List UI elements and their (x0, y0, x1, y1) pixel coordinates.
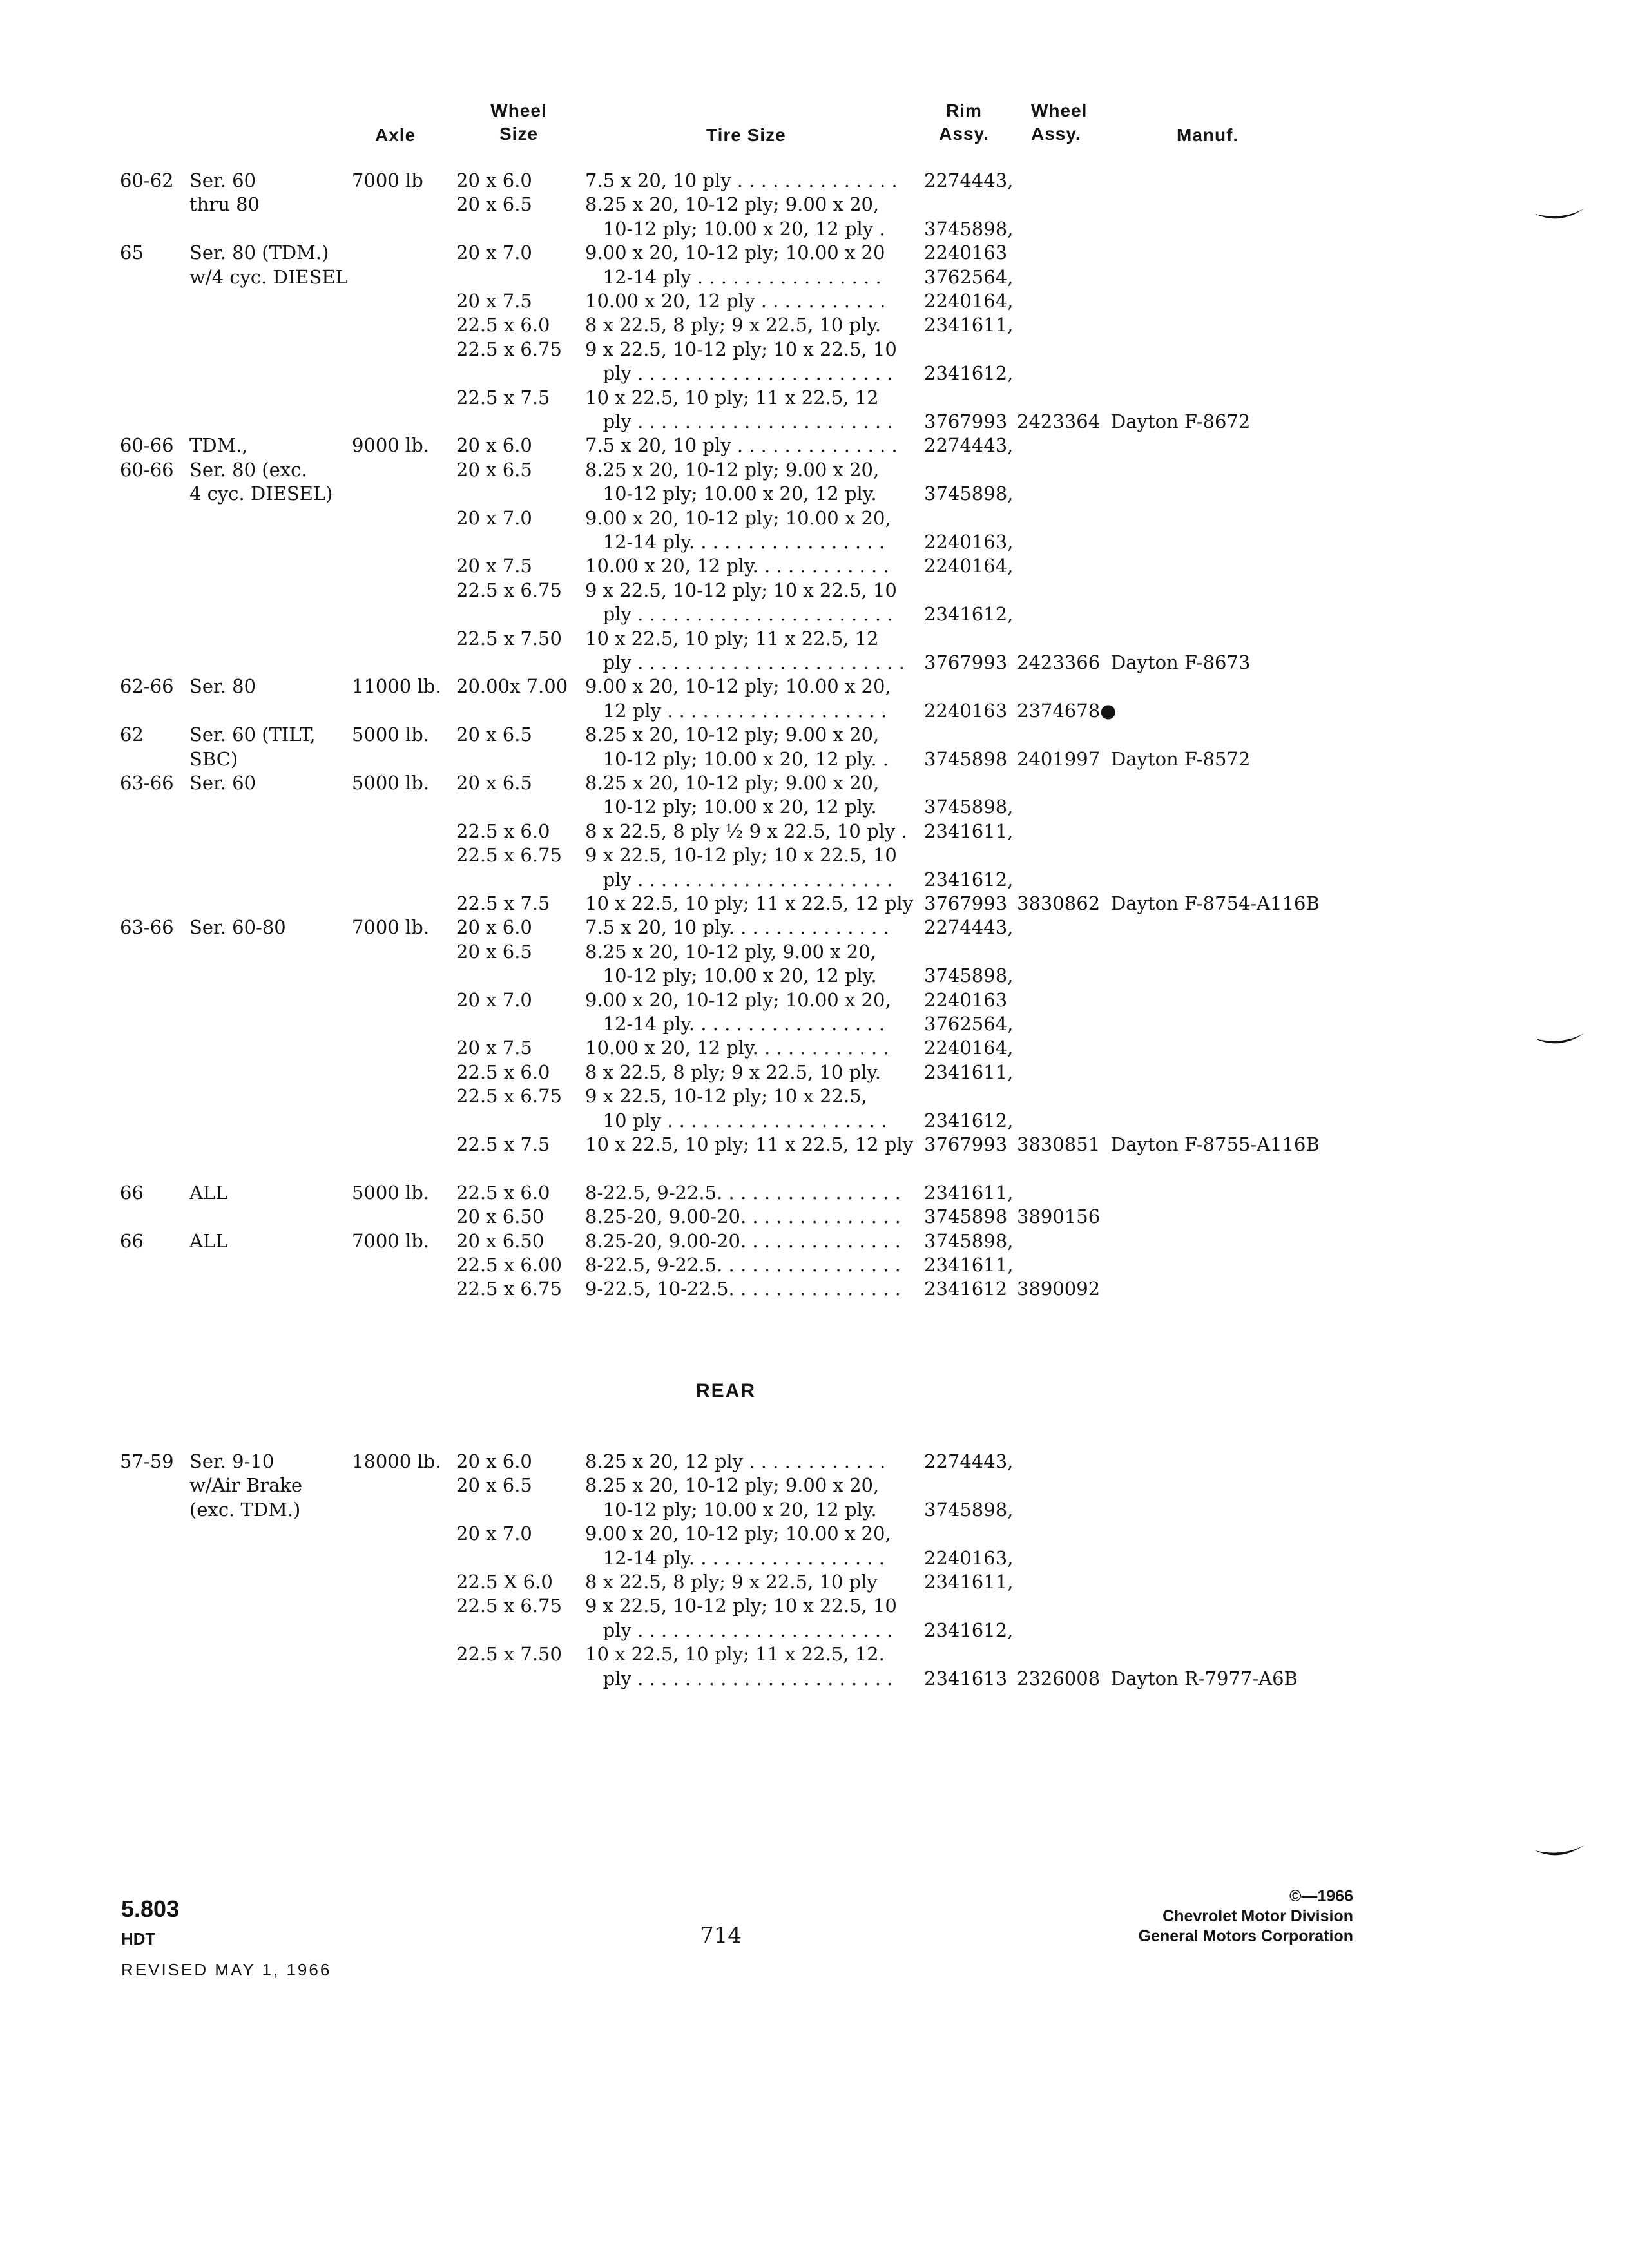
front-rim-assy-cell: 2274443, (924, 434, 1014, 457)
front-wheel-size-cell: 20 x 6.5 (456, 940, 532, 963)
front-tire-size-cell: 8.25 x 20, 10-12 ply; 9.00 x 20, (585, 724, 880, 746)
front-model-cell: Ser. 60 (189, 169, 256, 191)
rear-tire-size-cell: 8 x 22.5, 8 ply; 9 x 22.5, 10 ply (585, 1571, 878, 1593)
front-tire-size-cell: 9 x 22.5, 10-12 ply; 10 x 22.5, 10 (585, 844, 897, 867)
front-wheel-size-cell: 20 x 6.0 (456, 434, 532, 457)
front-rim-assy-cell: 3745898, (924, 796, 1014, 818)
front-wheel-size-cell: 20 x 6.5 (456, 772, 532, 794)
rear-wheel-size-cell: 22.5 X 6.0 (456, 1571, 553, 1593)
rear-tire-size-cell: 10 x 22.5, 10 ply; 11 x 22.5, 12. (585, 1643, 885, 1666)
front-wheel-size-cell: 20 x 7.0 (456, 506, 532, 529)
front-tire-size-cell: 10 x 22.5, 10 ply; 11 x 22.5, 12 ply (585, 892, 914, 914)
revised-date: REVISED MAY 1, 1966 (121, 1960, 332, 1979)
front-model-cell: w/4 cyc. DIESEL (189, 265, 348, 288)
front-rim-assy-cell: 3745898, (924, 217, 1014, 240)
front-wheel-size-cell: 20.00x 7.00 (456, 675, 568, 698)
front-rim-assy-cell: 3767993 (924, 892, 1008, 914)
front-wheel-size-cell: 22.5 x 6.0 (456, 1181, 550, 1204)
front-wheel-size-cell: 20 x 6.50 (456, 1229, 545, 1252)
front-wheel-size-cell: 22.5 x 6.75 (456, 844, 562, 867)
front-model-cell: Ser. 60-80 (189, 916, 286, 939)
front-year-cell: 66 (120, 1181, 144, 1204)
front-tire-size-cell: 9.00 x 20, 10-12 ply; 10.00 x 20, (585, 506, 891, 529)
front-tire-size-cell: 10.00 x 20, 12 ply. . . . . . . . . . . . (585, 555, 889, 577)
binder-mark-1-icon (1534, 206, 1585, 226)
front-wheel-size-cell: 22.5 x 7.5 (456, 386, 550, 408)
rear-wheel-size-cell: 22.5 x 7.50 (456, 1643, 562, 1666)
front-year-cell: 65 (120, 242, 144, 264)
front-rim-assy-cell: 3767993 (924, 410, 1008, 432)
rear-wheel-size-cell: 22.5 x 6.75 (456, 1595, 562, 1617)
front-model-cell: ALL (189, 1229, 228, 1252)
front-tire-size-cell: 9-22.5, 10-22.5. . . . . . . . . . . . . . . (585, 1278, 901, 1300)
rear-section-title: REAR (696, 1380, 757, 1401)
front-model-cell: Ser. 60 (TILT, (189, 724, 316, 746)
front-rim-assy-cell: 2240163, (924, 531, 1014, 553)
front-rim-assy-cell: 3767993 (924, 651, 1008, 673)
front-wheel-assy-cell: 2401997 (1017, 747, 1101, 770)
front-tire-size-cell: 12-14 ply . . . . . . . . . . . . . . . . (585, 265, 882, 288)
division-name: Chevrolet Motor Division (1162, 1907, 1353, 1925)
front-wheel-assy-cell: 3890092 (1017, 1278, 1101, 1300)
rear-wheel-size-cell: 20 x 6.5 (456, 1474, 532, 1497)
front-rim-assy-cell: 3745898, (924, 965, 1014, 987)
front-wheel-size-cell: 22.5 x 6.75 (456, 1085, 562, 1108)
front-rim-assy-cell: 2274443, (924, 169, 1014, 191)
rear-rim-assy-cell: 3745898, (924, 1498, 1014, 1521)
front-tire-size-cell: 8.25 x 20, 10-12 ply; 9.00 x 20, (585, 458, 880, 481)
front-wheel-assy-cell: 2423366 (1017, 651, 1101, 673)
front-wheel-size-cell: 22.5 x 6.75 (456, 338, 562, 360)
front-rim-assy-cell: 2341612, (924, 603, 1014, 626)
rear-tire-size-cell: 9.00 x 20, 10-12 ply; 10.00 x 20, (585, 1523, 891, 1545)
header-wheel-size-line1: Wheel (490, 101, 547, 120)
front-tire-size-cell: ply . . . . . . . . . . . . . . . . . . . . . . (585, 362, 893, 385)
front-tire-size-cell: 8 x 22.5, 8 ply; 9 x 22.5, 10 ply. (585, 1061, 882, 1083)
front-wheel-size-cell: 22.5 x 6.00 (456, 1254, 562, 1276)
rear-wheel-assy-cell: 2326008 (1017, 1667, 1101, 1689)
front-wheel-size-cell: 20 x 6.50 (456, 1206, 545, 1228)
header-wheel-assy-line2: Assy. (1031, 124, 1081, 144)
rear-model-cell: w/Air Brake (189, 1474, 303, 1497)
front-model-cell: Ser. 60 (189, 772, 256, 794)
front-wheel-size-cell: 20 x 7.0 (456, 988, 532, 1011)
front-wheel-size-cell: 20 x 6.5 (456, 458, 532, 481)
front-rim-assy-cell: 2240163 (924, 988, 1008, 1011)
front-tire-size-cell: 10-12 ply; 10.00 x 20, 12 ply . (585, 217, 885, 240)
header-wheel-size (470, 99, 567, 146)
front-tire-size-cell: 8.25 x 20, 10-12 ply; 9.00 x 20, (585, 772, 880, 794)
front-model-cell: Ser. 80 (exc. (189, 458, 307, 481)
front-rim-assy-cell: 2341612, (924, 362, 1014, 385)
front-rim-assy-cell: 2341612 (924, 1278, 1008, 1300)
rear-model-cell: Ser. 9-10 (189, 1450, 275, 1472)
copyright-year: ©—1966 (1289, 1887, 1353, 1905)
rear-tire-size-cell: 9 x 22.5, 10-12 ply; 10 x 22.5, 10 (585, 1595, 897, 1617)
rear-rim-assy-cell: 2274443, (924, 1450, 1014, 1472)
front-wheel-size-cell: 20 x 6.0 (456, 916, 532, 939)
rear-wheel-size-cell: 20 x 6.0 (456, 1450, 532, 1472)
front-tire-size-cell: ply . . . . . . . . . . . . . . . . . . . . . . . (585, 651, 905, 673)
front-model-cell: Ser. 80 (TDM.) (189, 242, 329, 264)
front-tire-size-cell: ply . . . . . . . . . . . . . . . . . . . . . . (585, 603, 893, 626)
front-tire-size-cell: 10-12 ply; 10.00 x 20, 12 ply. (585, 483, 877, 505)
front-tire-size-cell: 12 ply . . . . . . . . . . . . . . . . . . . (585, 699, 887, 722)
front-rim-assy-cell: 3745898 (924, 1206, 1008, 1228)
front-rim-assy-cell: 2240164, (924, 1037, 1014, 1059)
front-wheel-size-cell: 20 x 6.0 (456, 169, 532, 191)
front-manuf-cell: Dayton F-8572 (1111, 747, 1251, 770)
front-rim-assy-cell: 2341611, (924, 1181, 1014, 1204)
front-wheel-assy-cell: 2374678● (1017, 699, 1117, 722)
front-model-cell: Ser. 80 (189, 675, 256, 698)
front-wheel-size-cell: 22.5 x 6.75 (456, 579, 562, 601)
front-wheel-size-cell: 22.5 x 6.0 (456, 314, 550, 336)
corporation-name: General Motors Corporation (1138, 1927, 1353, 1945)
rear-tire-size-cell: 12-14 ply. . . . . . . . . . . . . . . . . (585, 1546, 885, 1569)
front-rim-assy-cell: 2240163 (924, 242, 1008, 264)
front-wheel-size-cell: 20 x 7.5 (456, 1037, 532, 1059)
front-axle-cell: 5000 lb. (352, 724, 430, 746)
front-rim-assy-cell: 2341611, (924, 1254, 1014, 1276)
front-tire-size-cell: 12-14 ply. . . . . . . . . . . . . . . . . (585, 1013, 885, 1035)
header-manuf: Manuf. (1177, 125, 1239, 145)
front-tire-size-cell: 10.00 x 20, 12 ply. . . . . . . . . . . . (585, 1037, 889, 1059)
front-year-cell: 62 (120, 724, 144, 746)
front-rim-assy-cell: 2341612, (924, 1109, 1014, 1131)
front-tire-size-cell: 8.25-20, 9.00-20. . . . . . . . . . . . . . (585, 1206, 901, 1228)
front-model-cell: SBC) (189, 747, 238, 770)
front-rim-assy-cell: 2240164, (924, 290, 1014, 312)
front-tire-size-cell: 9 x 22.5, 10-12 ply; 10 x 22.5, 10 (585, 338, 897, 360)
front-model-cell: 4 cyc. DIESEL) (189, 483, 333, 505)
section-number: 5.803 (121, 1896, 180, 1922)
header-wheel-size-line2: Size (499, 124, 539, 144)
front-wheel-size-cell: 22.5 x 7.5 (456, 892, 550, 914)
front-tire-size-cell: 10.00 x 20, 12 ply . . . . . . . . . . . (585, 290, 886, 312)
rear-tire-size-cell: ply . . . . . . . . . . . . . . . . . . . . . . (585, 1619, 893, 1641)
front-axle-cell: 7000 lb (352, 169, 423, 191)
rear-year-cell: 57-59 (120, 1450, 174, 1472)
front-rim-assy-cell: 2341612, (924, 868, 1014, 890)
front-tire-size-cell: 9 x 22.5, 10-12 ply; 10 x 22.5, 10 (585, 579, 897, 601)
front-axle-cell: 5000 lb. (352, 1181, 430, 1204)
front-tire-size-cell: 12-14 ply. . . . . . . . . . . . . . . . . (585, 531, 885, 553)
front-tire-size-cell: 8.25-20, 9.00-20. . . . . . . . . . . . . . (585, 1229, 901, 1252)
front-year-cell: 60-62 (120, 169, 174, 191)
front-tire-size-cell: 8.25 x 20, 10-12 ply; 9.00 x 20, (585, 193, 880, 216)
front-rim-assy-cell: 3767993 (924, 1133, 1008, 1155)
front-tire-size-cell: 8.25 x 20, 10-12 ply, 9.00 x 20, (585, 940, 876, 963)
front-rim-assy-cell: 3745898 (924, 747, 1008, 770)
front-tire-size-cell: 8 x 22.5, 8 ply ½ 9 x 22.5, 10 ply . (585, 820, 907, 842)
front-tire-size-cell: 10 x 22.5, 10 ply; 11 x 22.5, 12 (585, 627, 879, 649)
front-tire-size-cell: 7.5 x 20, 10 ply . . . . . . . . . . . . . . (585, 169, 898, 191)
front-wheel-size-cell: 20 x 6.5 (456, 724, 532, 746)
header-tire-size: Tire Size (706, 125, 786, 145)
front-manuf-cell: Dayton F-8755-A116B (1111, 1133, 1320, 1155)
rear-model-cell: (exc. TDM.) (189, 1498, 301, 1521)
rear-rim-assy-cell: 2341611, (924, 1571, 1014, 1593)
front-tire-size-cell: 8-22.5, 9-22.5. . . . . . . . . . . . . . . . (585, 1254, 901, 1276)
front-tire-size-cell: 7.5 x 20, 10 ply . . . . . . . . . . . . . . (585, 434, 898, 457)
header-rim-assy-line2: Assy. (939, 124, 989, 144)
front-rim-assy-cell: 2274443, (924, 916, 1014, 939)
rear-tire-size-cell: 8.25 x 20, 10-12 ply; 9.00 x 20, (585, 1474, 880, 1497)
front-rim-assy-cell: 2240163 (924, 699, 1008, 722)
front-axle-cell: 7000 lb. (352, 916, 430, 939)
front-model-cell: thru 80 (189, 193, 260, 216)
front-tire-size-cell: 10 x 22.5, 10 ply; 11 x 22.5, 12 ply (585, 1133, 914, 1155)
front-year-cell: 60-66 (120, 434, 174, 457)
front-tire-size-cell: 9 x 22.5, 10-12 ply; 10 x 22.5, (585, 1085, 867, 1108)
front-wheel-size-cell: 22.5 x 7.5 (456, 1133, 550, 1155)
binder-mark-2-icon (1534, 1031, 1585, 1050)
front-axle-cell: 9000 lb. (352, 434, 430, 457)
front-manuf-cell: Dayton F-8754-A116B (1111, 892, 1320, 914)
front-tire-size-cell: 9.00 x 20, 10-12 ply; 10.00 x 20 (585, 242, 885, 264)
front-tire-size-cell: ply . . . . . . . . . . . . . . . . . . . . . . (585, 868, 893, 890)
front-tire-size-cell: 8-22.5, 9-22.5. . . . . . . . . . . . . . . . (585, 1181, 901, 1204)
header-axle: Axle (375, 125, 416, 145)
front-wheel-size-cell: 20 x 7.5 (456, 290, 532, 312)
front-wheel-size-cell: 22.5 x 6.75 (456, 1278, 562, 1300)
rear-wheel-size-cell: 20 x 7.0 (456, 1523, 532, 1545)
front-tire-size-cell: 10-12 ply; 10.00 x 20, 12 ply. . (585, 747, 889, 770)
front-wheel-assy-cell: 3830851 (1017, 1133, 1101, 1155)
copyright (1095, 1887, 1353, 1946)
front-tire-size-cell: 9.00 x 20, 10-12 ply; 10.00 x 20, (585, 675, 891, 698)
rear-rim-assy-cell: 2341612, (924, 1619, 1014, 1641)
front-model-cell: TDM., (189, 434, 248, 457)
rear-tire-size-cell: ply . . . . . . . . . . . . . . . . . . . . . . (585, 1667, 893, 1689)
front-rim-assy-cell: 3745898, (924, 1229, 1014, 1252)
front-axle-cell: 11000 lb. (352, 675, 441, 698)
rear-tire-size-cell: 8.25 x 20, 12 ply . . . . . . . . . . . . (585, 1450, 886, 1472)
front-axle-cell: 7000 lb. (352, 1229, 430, 1252)
front-wheel-size-cell: 22.5 x 6.0 (456, 1061, 550, 1083)
binder-mark-3-icon (1534, 1843, 1585, 1862)
front-manuf-cell: Dayton F-8672 (1111, 410, 1251, 432)
header-rim-assy (925, 99, 1003, 146)
front-tire-size-cell: 10-12 ply; 10.00 x 20, 12 ply. (585, 796, 877, 818)
front-wheel-assy-cell: 2423364 (1017, 410, 1101, 432)
front-year-cell: 60-66 (120, 458, 174, 481)
front-rim-assy-cell: 2341611, (924, 314, 1014, 336)
header-wheel-assy-line1: Wheel (1031, 101, 1088, 120)
front-tire-size-cell: 10 ply . . . . . . . . . . . . . . . . . . . (585, 1109, 887, 1131)
front-wheel-size-cell: 20 x 7.0 (456, 242, 532, 264)
front-tire-size-cell: 7.5 x 20, 10 ply. . . . . . . . . . . . . . (585, 916, 889, 939)
front-rim-assy-cell: 2341611, (924, 820, 1014, 842)
front-rim-assy-cell: 3745898, (924, 483, 1014, 505)
front-wheel-size-cell: 20 x 6.5 (456, 193, 532, 216)
front-wheel-size-cell: 22.5 x 7.50 (456, 627, 562, 649)
front-wheel-assy-cell: 3830862 (1017, 892, 1101, 914)
front-year-cell: 62-66 (120, 675, 174, 698)
front-year-cell: 63-66 (120, 772, 174, 794)
rear-axle-cell: 18000 lb. (352, 1450, 441, 1472)
rear-manuf-cell: Dayton R-7977-A6B (1111, 1667, 1298, 1689)
front-tire-size-cell: 10 x 22.5, 10 ply; 11 x 22.5, 12 (585, 386, 879, 408)
front-tire-size-cell: 8 x 22.5, 8 ply; 9 x 22.5, 10 ply. (585, 314, 882, 336)
front-wheel-assy-cell: 3890156 (1017, 1206, 1101, 1228)
rear-tire-size-cell: 10-12 ply; 10.00 x 20, 12 ply. (585, 1498, 877, 1521)
front-wheel-size-cell: 20 x 7.5 (456, 555, 532, 577)
front-rim-assy-cell: 2341611, (924, 1061, 1014, 1083)
rear-rim-assy-cell: 2240163, (924, 1546, 1014, 1569)
front-year-cell: 66 (120, 1229, 144, 1252)
front-rim-assy-cell: 3762564, (924, 1013, 1014, 1035)
series-code: HDT (121, 1929, 156, 1948)
header-wheel-assy (1031, 99, 1087, 146)
front-model-cell: ALL (189, 1181, 228, 1204)
front-tire-size-cell: 10-12 ply; 10.00 x 20, 12 ply. (585, 965, 877, 987)
front-axle-cell: 5000 lb. (352, 772, 430, 794)
front-tire-size-cell: ply . . . . . . . . . . . . . . . . . . . . . . (585, 410, 893, 432)
page-number: 714 (700, 1923, 742, 1948)
front-wheel-size-cell: 22.5 x 6.0 (456, 820, 550, 842)
front-year-cell: 63-66 (120, 916, 174, 939)
header-rim-assy-line1: Rim (946, 101, 982, 120)
front-rim-assy-cell: 2240164, (924, 555, 1014, 577)
front-manuf-cell: Dayton F-8673 (1111, 651, 1251, 673)
front-tire-size-cell: 9.00 x 20, 10-12 ply; 10.00 x 20, (585, 988, 891, 1011)
front-rim-assy-cell: 3762564, (924, 265, 1014, 288)
rear-rim-assy-cell: 2341613 (924, 1667, 1008, 1689)
